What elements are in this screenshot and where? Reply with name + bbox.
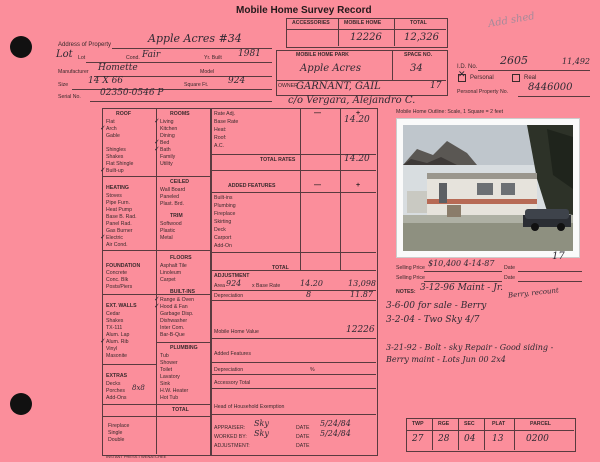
ceiled-item: Plast. Brd. (160, 201, 184, 207)
heating-item: Pipe Furn. (106, 200, 130, 206)
heating-item: Stoves (106, 193, 122, 199)
plumbing-header: PLUMBING (170, 345, 198, 351)
space-label: SPACE NO. (404, 52, 433, 58)
head-exemption-label: Head of Household Exemption (214, 404, 285, 410)
trim-item: Metal (160, 235, 173, 241)
porch-note: 8x8 (132, 384, 145, 392)
owner-extra: 17 (430, 81, 442, 91)
worked-label: WORKED BY: (214, 434, 247, 440)
size-value: 14 X 66 (88, 76, 124, 86)
binder-hole-bottom (10, 393, 32, 415)
rooms-mark: ✓ (154, 117, 160, 125)
check-mark: ✓ (100, 337, 106, 345)
id-extra: 11,492 (562, 57, 590, 66)
parcel-header: PLAT (492, 421, 506, 427)
roof-item: Built-up (106, 168, 124, 174)
rooms-item: Dining (160, 133, 175, 139)
adjustment-label: ADJUSTMENT: (214, 443, 250, 449)
notes-line: 3-12-96 Maint - Jr. (420, 283, 503, 293)
ext-walls-item: Cedar (106, 311, 121, 317)
rooms-item: Bath (160, 147, 171, 153)
misc-item: Fireplace (108, 423, 130, 429)
rate-item: A.C. (214, 143, 225, 149)
roof-item: Shingles (106, 147, 126, 153)
floors-item: Asphalt Tile (160, 263, 187, 269)
sale-date-label: Date (504, 265, 515, 271)
notes-line: Berry maint - Lots Jun 00 2x4 (386, 355, 506, 364)
rooms-item: Living (160, 119, 174, 125)
rate-item: Heat: (214, 127, 227, 133)
added-plus: + (356, 182, 361, 189)
parcel-value: 0200 (526, 434, 549, 444)
roof-header: ROOF (116, 111, 131, 117)
misc-item: Single (108, 430, 123, 436)
added-total-label: TOTAL (272, 265, 289, 271)
rooms-mark: ✓ (154, 145, 160, 153)
check-mark: ✓ (100, 166, 106, 174)
parcel-header: RGE (438, 421, 450, 427)
total-label: TOTAL (172, 407, 189, 413)
worked-value: Sky (254, 429, 269, 438)
mobile-home-value-label: Mobile Home Value (214, 329, 259, 335)
x-base-rate: x Base Rate (252, 283, 281, 289)
depreciation-label: Depreciation (214, 293, 244, 299)
built-ins-header: BUILT-INS (170, 289, 195, 295)
base-rate-value: 14.20 (344, 115, 370, 125)
notes-line: Berry, recount (507, 286, 560, 300)
notes-line: 3-6-00 for sale - Berry (386, 301, 487, 311)
plumbing-item: Hot Tub (160, 395, 179, 401)
rate-item: Rate Adj. (214, 111, 236, 117)
pct-sign: % (310, 367, 315, 373)
built-ins-mark: ✓ (154, 295, 160, 303)
depreciation-pct: 8 (306, 290, 312, 299)
model-label: Model (200, 69, 215, 75)
built-ins-item: Range & Oven (160, 297, 195, 303)
check-mark: ✓ (100, 233, 106, 241)
built-ins-item: Bar-B-Que (160, 332, 185, 338)
plumbing-item: Sink (160, 381, 171, 387)
rooms-mark: ✓ (154, 138, 160, 146)
lot-value: Lot (56, 49, 73, 60)
real-checkbox[interactable] (512, 74, 520, 82)
selling-price-value: $10,400 4-14-87 (428, 259, 495, 268)
extras-item: Decks (106, 381, 121, 387)
added-item: Carport (214, 235, 232, 241)
rooms-header: ROOMS (170, 111, 190, 117)
rooms-item: Kitchen (160, 126, 178, 132)
accessory-label: Accessory Total (214, 380, 251, 386)
plumbing-item: Shower (160, 360, 178, 366)
heating-item: Base B. Rad. (106, 214, 137, 220)
trim-item: Softwood (160, 221, 182, 227)
built-ins-mark: ✓ (154, 302, 160, 310)
rate-item: Base Rate (214, 119, 239, 125)
plumbing-item: Toilet (160, 367, 173, 373)
ext-walls-item: Alum. Lap (106, 332, 130, 338)
foundation-item: Conc. Blk (106, 277, 129, 283)
total-value: 12,326 (404, 32, 439, 43)
condition-value: Fair (142, 50, 161, 60)
extras-item: Add-Ons (106, 395, 127, 401)
rate-minus: — (314, 110, 321, 117)
appraiser-date: 5/24/84 (320, 419, 351, 428)
added-features-label: Added Features (214, 351, 251, 357)
plumbing-item: Tub (160, 353, 169, 359)
park-value: Apple Acres (300, 63, 361, 74)
roof-item: Arch (106, 126, 117, 132)
total-rates-label: TOTAL RATES (260, 157, 296, 163)
foundation-item: Posts/Piers (106, 284, 133, 290)
id-label: I.D. No. (457, 64, 478, 70)
adjustment-date-label: DATE (296, 443, 310, 449)
yr-built-label: Yr. Built (204, 55, 222, 61)
added-minus: — (314, 182, 321, 189)
floors-item: Carpet (160, 277, 176, 283)
address-label: Address of Property (58, 42, 112, 48)
ceiled-item: Paneled (160, 194, 180, 200)
ext-walls-header: EXT. WALLS (106, 303, 137, 309)
worked-date: 5/24/84 (320, 429, 351, 438)
owner-co: c/o Vergara, Alejandro C. (288, 95, 416, 106)
mobile-home-value-adj: 12226 (346, 325, 375, 335)
notes-line: 3-21-92 - Bolt - sky Repair - Good siding - (386, 343, 554, 352)
appraiser-value: Sky (254, 419, 269, 428)
appraiser-label: APPRAISER: (214, 425, 246, 431)
appraiser-date-label: DATE (296, 425, 310, 431)
trim-header: TRIM (170, 213, 183, 219)
roof-item: Flat (106, 119, 115, 125)
serial-value: 02350-0546 P (100, 88, 164, 98)
sqft-label: Square Ft. (184, 82, 209, 88)
parcel-value: 04 (464, 434, 476, 444)
trim-item: Plastic (160, 228, 176, 234)
worked-date-label: DATE (296, 434, 310, 440)
photo-label: 17 (552, 251, 565, 262)
size-label: Size (58, 82, 69, 88)
accessories-header: ACCESSORIES (292, 20, 330, 26)
real-label: Real (524, 75, 537, 81)
rate-plus: + (356, 110, 361, 117)
selling-price2-label: Selling Price (396, 275, 425, 281)
total-rates-value: 14.20 (344, 154, 370, 164)
parcel-header: SEC (464, 421, 475, 427)
sale-date2-label: Date (504, 275, 515, 281)
added-item: Deck (214, 227, 226, 233)
added-item: Built-ins (214, 195, 233, 201)
depreciation-result: 11.87 (350, 290, 373, 299)
heating-item: Panel Rad. (106, 221, 132, 227)
foundation-item: Concrete (106, 270, 128, 276)
heating-item: Heat Pump (106, 207, 132, 213)
printer-credit: INSTANT PRESS • WENATCHEE (106, 454, 167, 459)
condition-label: Cond. (126, 55, 140, 61)
adjustment-header: ADJUSTMENT (214, 273, 250, 279)
roof-item: Shakes (106, 154, 124, 160)
parcel-value: 28 (438, 434, 450, 444)
address-value: Apple Acres #34 (148, 32, 242, 45)
ceiled-item: Wall Board (160, 187, 186, 193)
lot-label: Lot (78, 55, 86, 61)
built-ins-item: Inter Com. (160, 325, 185, 331)
manufacturer-label: Manufacturer (58, 69, 89, 75)
heating-item: Electric (106, 235, 124, 241)
personal-label: Personal (470, 75, 494, 81)
area-result: 13,098 (348, 279, 376, 288)
total-header: TOTAL (410, 20, 427, 26)
extras-item: Porches (106, 388, 126, 394)
parcel-header: TWP (412, 421, 424, 427)
check-mark: ✓ (100, 124, 106, 132)
added-item: Skirting (214, 219, 232, 225)
rooms-item: Family (160, 154, 176, 160)
ext-walls-item: TX-111 (106, 325, 123, 331)
added-item: Plumbing (214, 203, 236, 209)
yr-built-value: 1981 (238, 49, 261, 59)
owner-label: OWNER (278, 83, 298, 89)
heating-header: HEATING (106, 185, 129, 191)
added-item: Fireplace (214, 211, 236, 217)
corner-note: Add shed (487, 11, 536, 31)
manufacturer-value: Homette (98, 63, 138, 73)
ext-walls-item: Alum. Rib (106, 339, 129, 345)
floors-header: FLOORS (170, 255, 192, 261)
extras-header: EXTRAS (106, 373, 128, 379)
heating-item: Air Cond. (106, 242, 128, 248)
rate-item: Roof: (214, 135, 227, 141)
mobile-home-header: MOBILE HOME (344, 20, 382, 26)
ext-walls-item: Masonite (106, 353, 128, 359)
roof-item: Flat Shingle (106, 161, 134, 167)
ext-walls-item: Vinyl (106, 346, 118, 352)
plumbing-item: H.W. Heater (160, 388, 189, 394)
built-ins-item: Dishwasher (160, 318, 188, 324)
parcel-value: 27 (412, 434, 424, 444)
owner-value: GARNANT, GAIL (296, 81, 381, 92)
notes-line: 3-2-04 - Two Sky 4/7 (386, 315, 480, 325)
personal-check-mark: ✕ (458, 70, 466, 80)
rooms-item: Utility (160, 161, 173, 167)
area-label: Area (214, 283, 225, 289)
form-title: Mobile Home Survey Record (236, 5, 372, 16)
ceiled-header: CEILED (170, 179, 190, 185)
space-value: 34 (410, 63, 423, 74)
adj-base-rate: 14.20 (300, 279, 323, 288)
floors-item: Linoleum (160, 270, 182, 276)
mobile-home-value: 12226 (350, 32, 382, 43)
parcel-header: PARCEL (530, 421, 551, 427)
sqft-value: 924 (228, 76, 246, 86)
rooms-item: Bed (160, 140, 170, 146)
mobile-home-photo (396, 118, 580, 258)
park-label: MOBILE HOME PARK (296, 52, 349, 58)
plumbing-item: Lavatory (160, 374, 180, 380)
photo-image (397, 119, 579, 257)
area-value: 924 (226, 279, 242, 288)
id-value: 2605 (500, 54, 528, 67)
built-ins-item: Hood & Fan (160, 304, 188, 310)
ext-walls-item: Shakes (106, 318, 124, 324)
notes-label: NOTES: (396, 289, 416, 295)
heating-item: Gas Burner (106, 228, 133, 234)
personal-property-label: Personal Property No. (457, 89, 509, 95)
misc-item: Double (108, 437, 125, 443)
serial-label: Serial No. (58, 94, 81, 100)
added-item: Add-On (214, 243, 232, 249)
built-ins-item: Garbage Disp. (160, 311, 194, 317)
personal-property-value: 8446000 (528, 82, 573, 93)
depreciation2-label: Depreciation (214, 367, 244, 373)
binder-hole-top (10, 36, 32, 58)
added-features-header: ADDED FEATURES (228, 183, 276, 189)
roof-item: Gable (106, 133, 120, 139)
outline-label: Mobile Home Outline: Scale, 1 Square = 2 feet (396, 109, 504, 115)
parcel-value: 13 (492, 434, 504, 444)
selling-price-label: Selling Price (396, 265, 425, 271)
foundation-header: FOUNDATION (106, 263, 141, 269)
